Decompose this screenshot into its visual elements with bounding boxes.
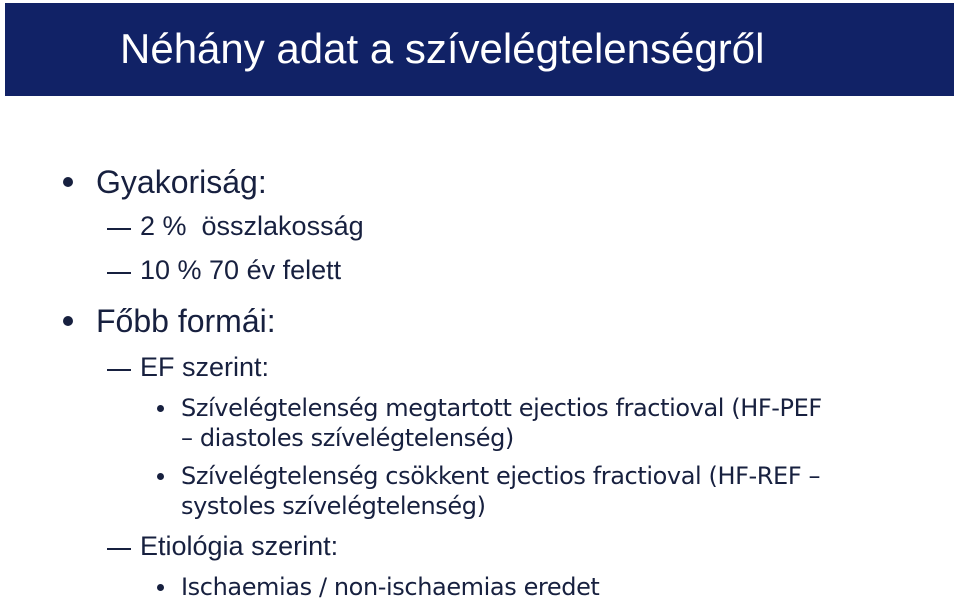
item-by-ef: EF szerint: [140,352,270,382]
dash-icon [107,548,131,550]
item-hf-pef-line2: – diastoles szívelégtelenség) [181,424,514,452]
dash-icon [107,228,131,230]
bullet-icon [157,405,164,412]
item-total-population: 2 % összlakosság [140,211,364,241]
bullet-main-forms: Főbb formái: [96,303,276,339]
item-over-70: 10 % 70 év felett [140,255,342,285]
item-ischaemic-origin: Ischaemias / non-ischaemias eredet [181,573,600,601]
item-hf-ref-line1: Szívelégtelenség csökkent ejectios fractioval (HF-REF – [181,462,821,490]
item-hf-pef-line1: Szívelégtelenség megtartott ejectios fractioval (HF-PEF [181,394,822,422]
dash-icon [107,369,131,371]
bullet-frequency: Gyakoriság: [96,164,267,200]
item-by-etiology: Etiológia szerint: [140,531,339,561]
bullet-icon [63,316,73,326]
bullet-icon [157,473,164,480]
slide-title: Néhány adat a szívelégtelenségről [120,25,765,72]
dash-icon [107,272,131,274]
item-hf-ref-line2: systoles szívelégtelenség) [181,492,486,520]
title-bar [5,3,954,96]
bullet-icon [63,177,73,187]
bullet-icon [157,584,164,591]
